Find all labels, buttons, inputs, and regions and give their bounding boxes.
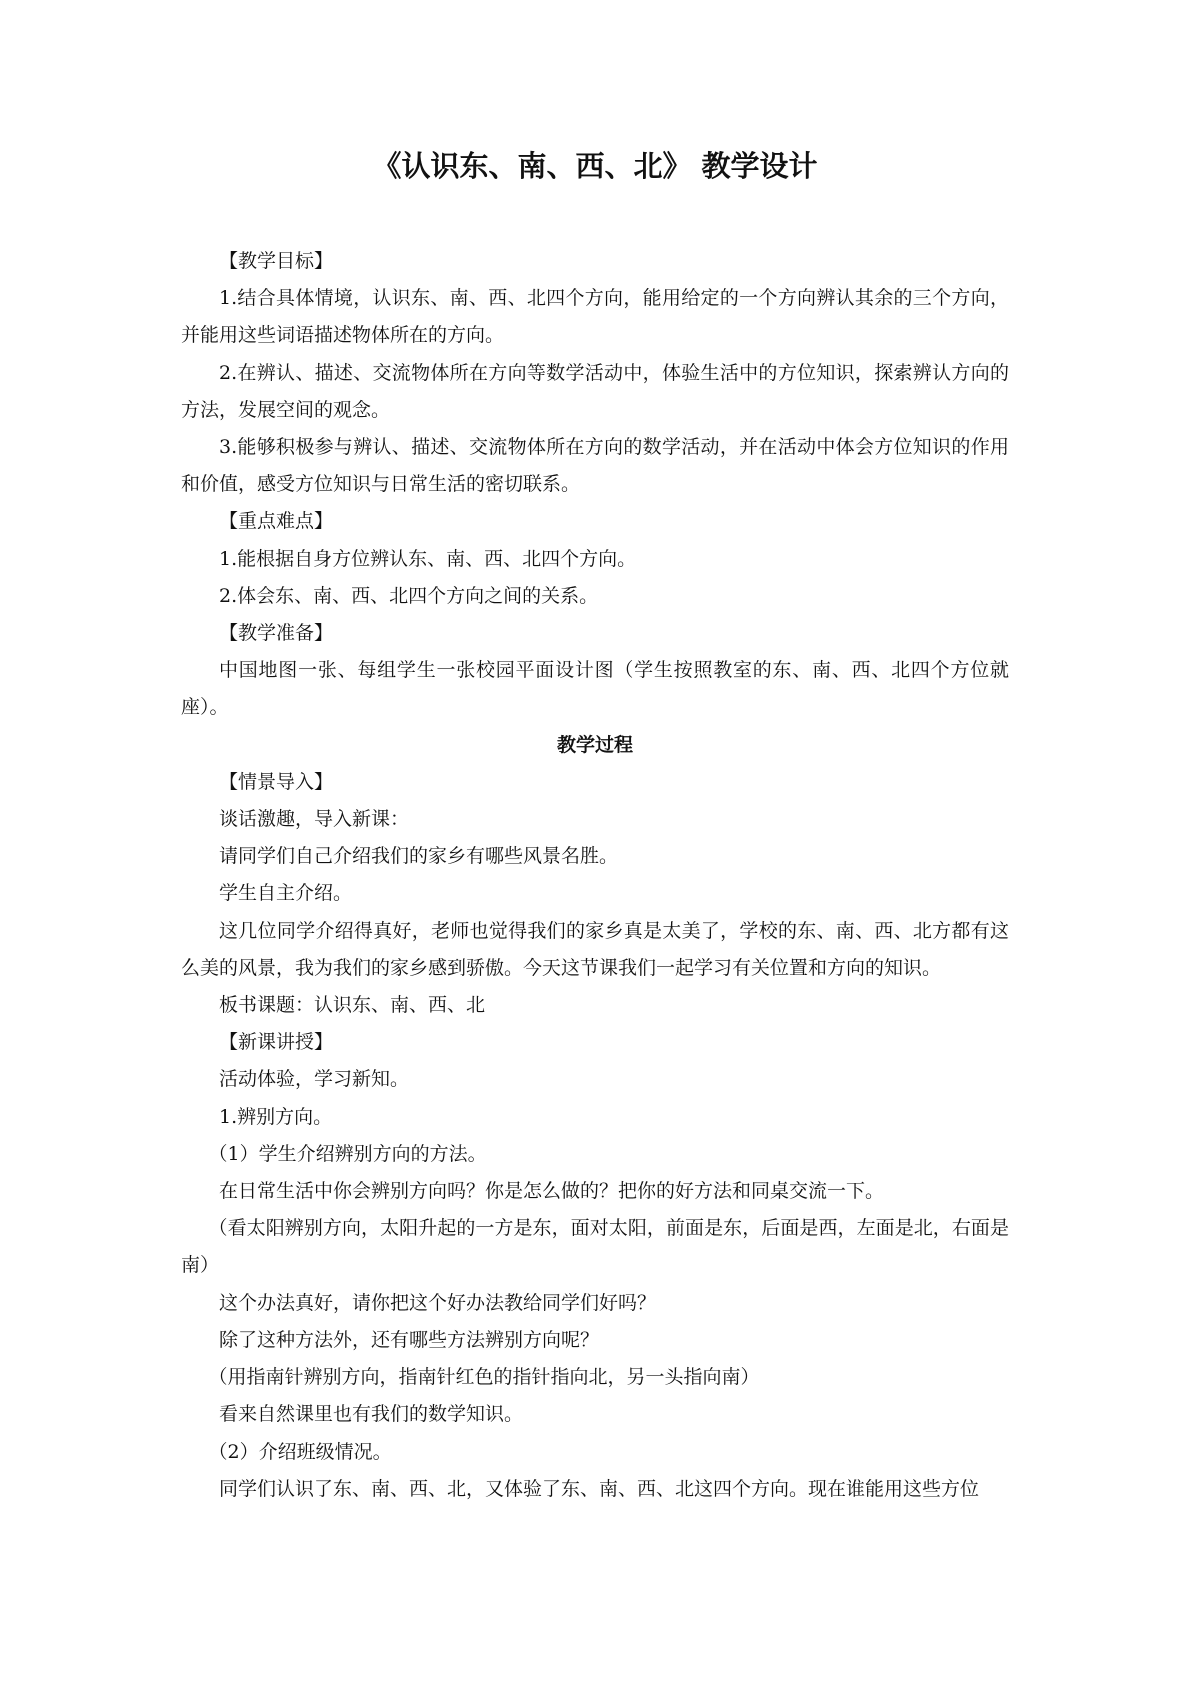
body-paragraph: 1.辨别方向。 xyxy=(219,1105,333,1128)
body-paragraph: 这个办法真好，请你把这个好办法教给同学们好吗？ xyxy=(219,1291,657,1314)
body-paragraph: 看来自然课里也有我们的数学知识。 xyxy=(219,1403,524,1426)
section-heading: 【教学目标】 xyxy=(219,250,334,272)
body-paragraph: （用指南针辨别方向，指南针红色的指针指向北，另一头指向南） xyxy=(208,1366,760,1389)
body-paragraph: 这几位同学介绍得真好，老师也觉得我们的家乡真是太美了，学校的东、南、西、北方都有这么美的风景，我为我们的家乡感到骄傲。今天这节课我们一起学习有关位置和方向的知识。 xyxy=(181,919,1009,979)
section-heading: 【情景导入】 xyxy=(219,770,334,793)
body-paragraph: 学生自主介绍。 xyxy=(219,882,353,905)
body-paragraph: 在日常生活中你会辨别方向吗？你是怎么做的？把你的好方法和同桌交流一下。 xyxy=(219,1180,885,1203)
body-paragraph: 同学们认识了东、南、西、北，又体验了东、南、西、北这四个方向。现在谁能用这些方位 xyxy=(219,1477,980,1500)
body-paragraph: 请同学们自己介绍我们的家乡有哪些风景名胜。 xyxy=(219,845,619,868)
section-heading: 【新课讲授】 xyxy=(219,1031,334,1054)
section-heading: 【教学准备】 xyxy=(219,622,334,645)
document-title: 《认识东、南、西、北》 教学设计 xyxy=(372,149,818,183)
body-paragraph: 谈话激趣，导入新课： xyxy=(219,808,410,831)
section-heading: 【重点难点】 xyxy=(219,510,334,533)
body-paragraph: 1.结合具体情境，认识东、南、西、北四个方向，能用给定的一个方向辨认其余的三个方向，并能用这些词语描述物体所在的方向。 xyxy=(181,287,1009,347)
body-paragraph: （1）学生介绍辨别方向的方法。 xyxy=(208,1142,487,1165)
centered-heading: 教学过程 xyxy=(556,733,633,756)
body-paragraph: 活动体验，学习新知。 xyxy=(219,1068,410,1091)
body-paragraph: 除了这种方法外，还有哪些方法辨别方向呢？ xyxy=(219,1328,600,1351)
body-paragraph: 1.能根据自身方位辨认东、南、西、北四个方向。 xyxy=(219,547,637,570)
body-paragraph: 3.能够积极参与辨认、描述、交流物体所在方向的数学活动，并在活动中体会方位知识的作用和价值，感受方位知识与日常生活的密切联系。 xyxy=(181,436,1009,496)
body-paragraph: （2）介绍班级情况。 xyxy=(208,1440,392,1463)
body-paragraph: （看太阳辨别方向，太阳升起的一方是东，面对太阳，前面是东，后面是西，左面是北，右面是南） xyxy=(181,1217,1009,1277)
body-paragraph: 2.体会东、南、西、北四个方向之间的关系。 xyxy=(219,584,599,607)
body-paragraph: 2.在辨认、描述、交流物体所在方向等数学活动中，体验生活中的方位知识，探索辨认方向的方法，发展空间的观念。 xyxy=(181,361,1009,421)
body-paragraph: 中国地图一张、每组学生一张校园平面设计图（学生按照教室的东、南、西、北四个方位就座）。 xyxy=(181,659,1009,719)
body-paragraph: 板书课题：认识东、南、西、北 xyxy=(219,994,486,1017)
document-body xyxy=(181,243,1009,1508)
